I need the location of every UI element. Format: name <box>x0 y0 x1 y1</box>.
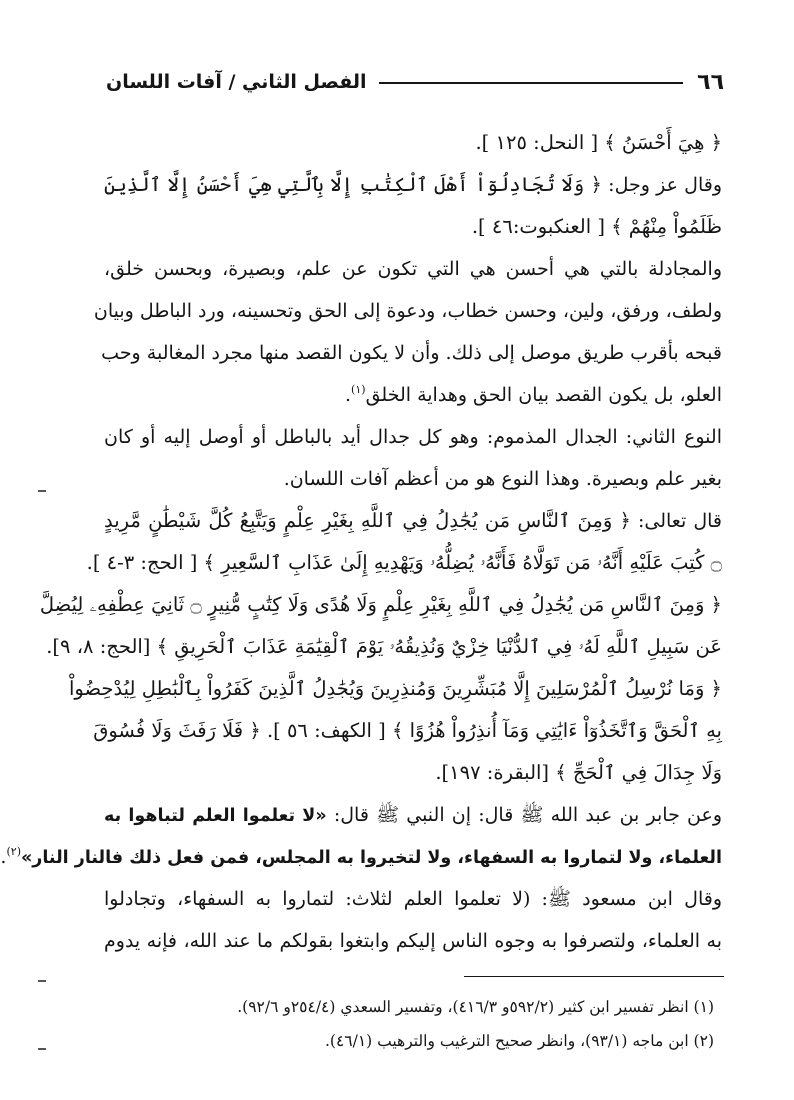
footnote-ref: (١) <box>351 383 366 396</box>
chapter-title: الفصل الثاني / آفات اللسان <box>106 71 367 93</box>
hadith-line: وعن جابر بن عبد الله ﷺ قال: إن النبي ﷺ قال: «لا تعلموا العلم لتباهوا به <box>104 804 722 826</box>
quran-line: بِهِ ٱلْحَقَّ وَٱتَّخَذُوٓاْ ءَايَٰتِي وَمَآ أُنذِرُواْ هُزُوًا ﴾ [ الكهف: ٥٦ ]. ﴿ فَلَا رَفَثَ وَلَا فُسُوقَ <box>93 719 722 742</box>
footnote-separator <box>464 976 724 977</box>
quran-line: ﴿ وَمِنَ ٱلنَّاسِ مَن يُجَٰدِلُ فِي ٱللَّهِ بِغَيْرِ عِلْمٍ وَلَا هُدًى وَلَا كِتَٰبٍ مُّنِيرٍ ۝ ثَانِيَ عِطْفِهِۦ لِيُضِلَّ <box>39 593 722 616</box>
paragraph-line: بغير علم وبصيرة. وهذا النوع هو من أعظم آفات اللسان. <box>283 468 722 490</box>
page-header <box>106 64 724 100</box>
text-line: وقال عز وجل: ﴿ وَلَا تُجَادِلُوٓاْ أَهْلَ ٱلْكِتَٰبِ إِلَّا بِٱلَّتِي هِيَ أَحْسَنُ إِلَّا ٱلَّذِينَ <box>104 173 722 196</box>
footnote-ref: (٢) <box>6 845 21 858</box>
paragraph-line: والمجادلة بالتي هي أحسن هي التي تكون عن علم، وبصيرة، وبحسن خلق، <box>104 258 722 280</box>
quran-line: قال تعالى: ﴿ وَمِنَ ٱلنَّاسِ مَن يُجَٰدِلُ فِي ٱللَّهِ بِغَيْرِ عِلْمٍ وَيَتَّبِعُ كُلَّ شَيْطَٰنٍ مَّرِيدٍ <box>104 509 723 532</box>
scan-mark <box>38 490 46 492</box>
page-number: ٦٦ <box>697 69 724 95</box>
quran-line: وَلَا جِدَالَ فِي ٱلْحَجِّ ﴾ [البقرة: ١٩٧]. <box>435 761 722 784</box>
hadith-line: العلماء، ولا لتماروا به السفهاء، ولا لتخيروا به المجلس، فمن فعل ذلك فالنار النار»$^{(٢)}$. <box>0 845 722 868</box>
quran-line: عَن سَبِيلِ ٱللَّهِ لَهُۥ فِي ٱلدُّنْيَا خِزْيٌ وَنُذِيقُهُۥ يَوْمَ ٱلْقِيَٰمَةِ عَذَابَ ٱلْحَرِيقِ ﴾ [الحج: ٨، ٩]. <box>46 635 722 658</box>
footnote: (١) انظر تفسير ابن كثير (٥٩٢/٢و ٤١٦/٣)، وتفسير السعدي (٢٥٤/٤و ٩٢/٦). <box>237 998 714 1016</box>
header-rule <box>379 82 684 84</box>
text-line: ظَلَمُواْ مِنْهُمْ ﴾ [ العنكبوت:٤٦ ]. <box>471 215 722 238</box>
paragraph-line: النوع الثاني: الجدال المذموم: وهو كل جدال أيد بالباطل أو أوصل إليه أو كان <box>104 426 722 448</box>
paragraph-line: ولطف، ورفق، ولين، وحسن خطاب، ودعوة إلى الحق وتحسينه، ورد الباطل وبيان <box>93 300 722 322</box>
quran-line: ۝ كُتِبَ عَلَيْهِ أَنَّهُۥ مَن تَوَلَّاهُ فَأَنَّهُۥ يُضِلُّهُۥ وَيَهْدِيهِ إِلَىٰ عَذَابِ ٱلسَّعِيرِ ﴾ [ الحج: ٣-٤ ]. <box>86 551 722 574</box>
scan-mark <box>38 980 46 982</box>
quran-line: ﴿ وَمَا نُرْسِلُ ٱلْمُرْسَلِينَ إِلَّا مُبَشِّرِينَ وَمُنذِرِينَ وَيُجَٰدِلُ ٱلَّذِينَ كَفَرُواْ بِٱلْبَٰطِلِ لِيُدْحِضُواْ <box>68 677 722 700</box>
footnote: (٢) ابن ماجه (٩٣/١)، وانظر صحيح الترغيب والترهيب (٤٦/١). <box>324 1032 714 1050</box>
text-line: ﴿ هِيَ أَحْسَنُ ﴾ [ النحل: ١٢٥ ]. <box>475 131 722 154</box>
paragraph-line: العلو، بل يكون القصد بيان الحق وهداية الخلق$^{(١)}$. <box>345 383 722 406</box>
paragraph-line: به العلماء، ولتصرفوا به وجوه الناس إليكم وابتغوا بقولكم ما عند الله، فإنه يدوم <box>104 930 722 952</box>
paragraph-line: قبحه بأقرب طريق موصل إلى ذلك. وأن لا يكون القصد منها مجرد المغالبة وحب <box>101 342 722 364</box>
paragraph-line: وقال ابن مسعود ﷺ: (لا تعلموا العلم لثلاث: لتماروا به السفهاء، وتجادلوا <box>104 888 722 910</box>
scan-mark <box>38 1048 46 1050</box>
